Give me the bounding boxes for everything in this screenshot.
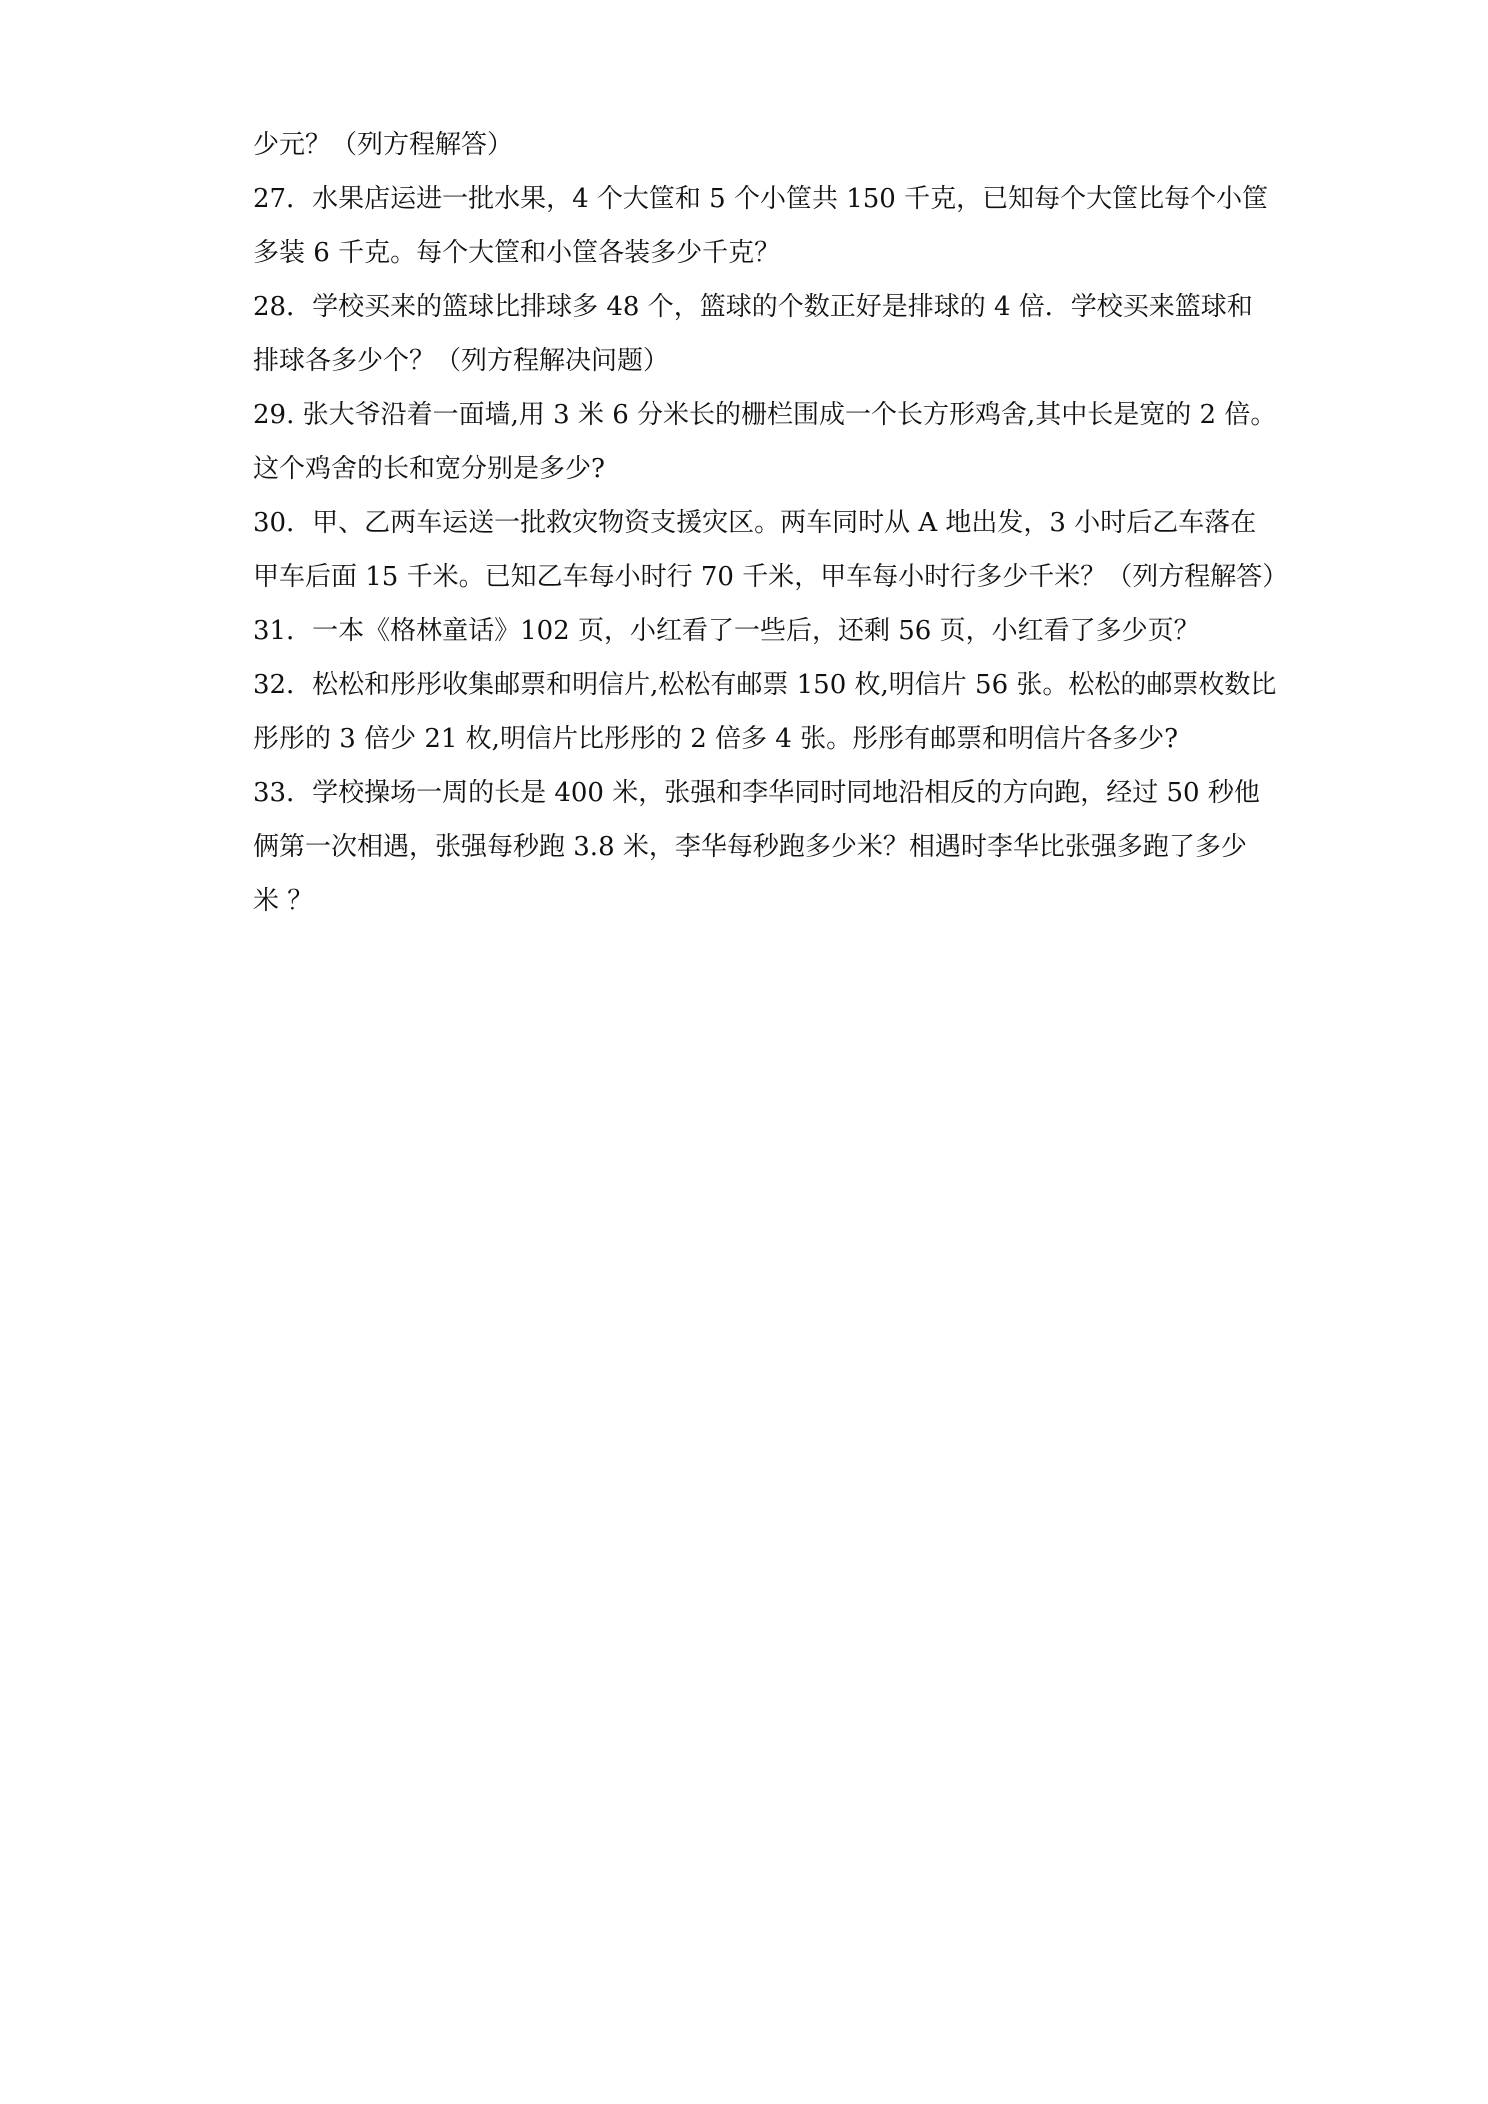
text-line: 彤彤的 3 倍少 21 枚,明信片比彤彤的 2 倍多 4 张。彤彤有邮票和明信片各多少?: [253, 724, 1179, 754]
document-body: [253, 118, 1289, 928]
text-line: 32．松松和彤彤收集邮票和明信片,松松有邮票 150 枚,明信片 56 张。松松的邮票枚数比: [253, 670, 1277, 700]
text-line: 少元？（列方程解答）: [253, 130, 514, 160]
text-line: 27．水果店运进一批水果，4 个大筐和 5 个小筐共 150 千克，已知每个大筐比每个小筐: [253, 184, 1269, 214]
text-line: 31．一本《格林童话》102 页，小红看了一些后，还剩 56 页，小红看了多少页？: [253, 616, 1200, 646]
text-line: 排球各多少个？（列方程解决问题）: [253, 346, 670, 376]
text-line: 30．甲、乙两车运送一批救灾物资支援灾区。两车同时从 A 地出发，3 小时后乙车落在: [253, 508, 1257, 538]
text-line: 这个鸡舍的长和宽分别是多少?: [253, 454, 605, 484]
text-line: 多装 6 千克。每个大筐和小筐各装多少千克？: [253, 238, 781, 268]
text-line: 米 ？: [253, 886, 314, 916]
text-line: 29. 张大爷沿着一面墙,用 3 米 6 分米长的栅栏围成一个长方形鸡舍,其中长是宽的 2 倍。: [253, 400, 1277, 430]
text-line: 俩第一次相遇，张强每秒跑 3.8 米，李华每秒跑多少米？相遇时李华比张强多跑了多少: [253, 832, 1247, 862]
text-line: 33．学校操场一周的长是 400 米，张强和李华同时同地沿相反的方向跑，经过 50 秒他: [253, 778, 1260, 808]
text-line: 28．学校买来的篮球比排球多 48 个，篮球的个数正好是排球的 4 倍．学校买来篮球和: [253, 292, 1253, 322]
text-line: 甲车后面 15 千米。已知乙车每小时行 70 千米，甲车每小时行多少千米？（列方程解答）: [253, 562, 1289, 592]
